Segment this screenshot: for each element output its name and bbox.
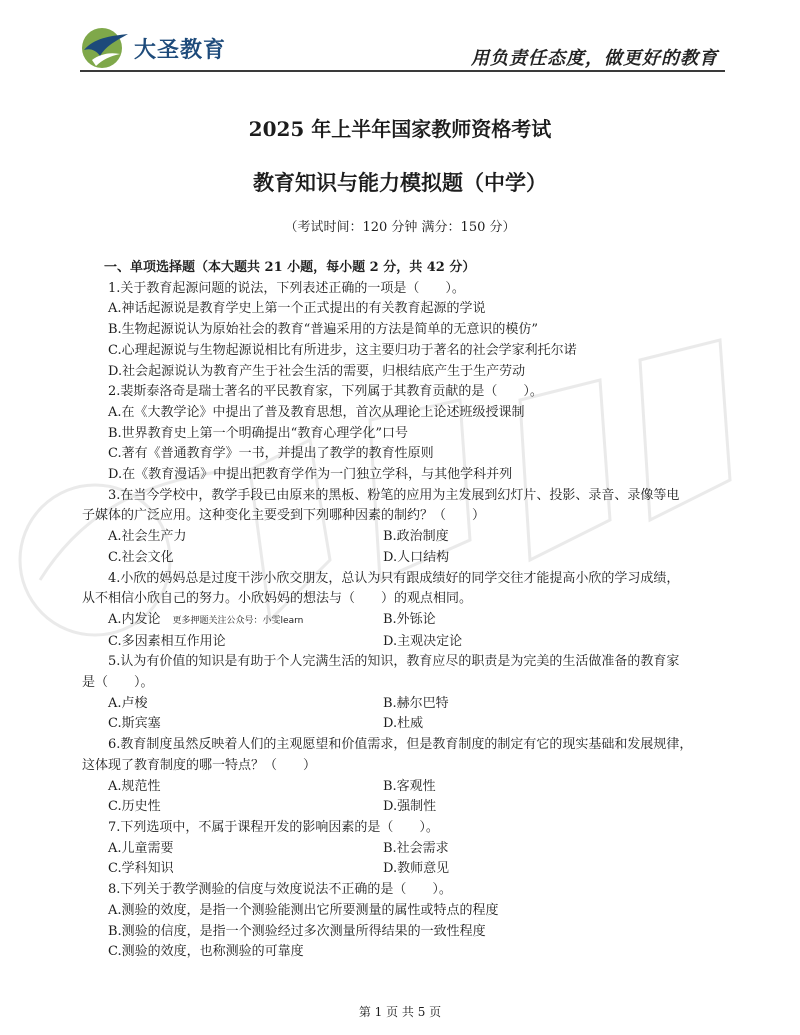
header-divider	[80, 70, 725, 72]
option: C.多因素相互作用论	[108, 633, 226, 649]
option: C.学科知识	[108, 861, 174, 877]
swallow-logo-icon	[80, 26, 130, 70]
option: A.测验的效度，是指一个测验能测出它所要测量的属性或特点的程度	[108, 902, 499, 918]
question-content	[82, 258, 722, 963]
question-stem: 7.下列选项中，不属于课程开发的影响因素的是（ ）。	[108, 819, 439, 835]
option: A.规范性	[108, 778, 161, 794]
option-row	[82, 694, 722, 715]
option: A.社会生产力	[108, 529, 187, 545]
option: B.社会需求	[383, 840, 449, 856]
option: C.社会文化	[108, 549, 174, 565]
option: D.主观决定论	[383, 633, 463, 649]
option: A.在《大教学论》中提出了普及教育思想，首次从理论上论述班级授课制	[108, 404, 525, 420]
option: D.社会起源说认为教育产生于社会生活的需要，归根结底产生于生产劳动	[108, 363, 526, 379]
option: C.心理起源说与生物起源说相比有所进步，这主要归功于著名的社会学家利托尔诺	[108, 342, 577, 358]
option: C.斯宾塞	[108, 716, 161, 732]
option: B.测验的信度，是指一个测验经过多次测量所得结果的一致性程度	[108, 923, 486, 939]
option-with-promo	[82, 610, 383, 632]
option: D.强制性	[383, 799, 437, 815]
question-stem-cont: 从不相信小欣自己的努力。小欣妈妈的想法与（ ）的观点相同。	[82, 591, 473, 607]
brand-logo	[80, 26, 226, 70]
page-footer: 第 1 页 共 5 页	[358, 1005, 442, 1019]
paper-title: 教育知识与能力模拟题（中学）	[253, 170, 547, 195]
option-row	[82, 548, 722, 569]
exam-info: （考试时间：120 分钟 满分：150 分）	[284, 220, 516, 235]
question-stem: 1.关于教育起源问题的说法，下列表述正确的一项是（ ）。	[108, 280, 465, 296]
promo-note: 更多押题关注公众号：小雯learn	[172, 615, 304, 626]
option-row	[82, 797, 722, 818]
option: C.测验的效度，也称测验的可靠度	[108, 944, 304, 960]
header-slogan: 用负责任态度，做更好的教育	[471, 48, 718, 69]
option: A.内发论	[108, 611, 161, 627]
exam-title: 2025 年上半年国家教师资格考试	[248, 117, 552, 141]
option-row	[82, 839, 722, 860]
option-row	[82, 714, 722, 735]
option: B.赫尔巴特	[383, 695, 449, 711]
option: B.政治制度	[383, 529, 449, 545]
question-stem: 5.认为有价值的知识是有助于个人完满生活的知识，教育应尽的职责是为完美的生活做准备的教育家	[108, 654, 680, 670]
question-stem: 4.小欣的妈妈总是过度干涉小欣交朋友，总认为只有跟成绩好的同学交往才能提高小欣的学习成绩，	[108, 570, 680, 586]
question-stem: 8.下列关于教学测验的信度与效度说法不正确的是（ ）。	[108, 882, 452, 898]
option: A.卢梭	[108, 695, 148, 711]
question-stem-cont: 这体现了教育制度的哪一特点？（ ）	[82, 757, 317, 773]
option: B.世界教育史上第一个明确提出“教育心理学化”口号	[108, 425, 408, 441]
option: C.著有《普通教育学》一书，并提出了教学的教育性原则	[108, 446, 434, 462]
option-row	[82, 527, 722, 548]
option-row	[82, 859, 722, 880]
option: D.杜威	[383, 716, 424, 732]
option: B.外铄论	[383, 611, 436, 627]
option: B.客观性	[383, 778, 436, 794]
option: D.在《教育漫话》中提出把教育学作为一门独立学科，与其他学科并列	[108, 467, 513, 483]
question-stem: 2.裴斯泰洛奇是瑞士著名的平民教育家，下列属于其教育贡献的是（ ）。	[108, 384, 543, 400]
option: A.神话起源说是教育学史上第一个正式提出的有关教育起源的学说	[108, 301, 486, 317]
section-title: 一、单项选择题（本大题共 21 小题，每小题 2 分，共 42 分）	[104, 260, 476, 275]
option-row	[82, 632, 722, 653]
question-stem-cont: 子媒体的广泛应用。这种变化主要受到下列哪种因素的制约？（ ）	[82, 508, 486, 524]
question-stem: 6.教育制度虽然反映着人们的主观愿望和价值需求，但是教育制度的制定有它的现实基础和发展规律，	[108, 737, 693, 753]
page-header	[0, 0, 800, 80]
question-stem-cont: 是（ ）。	[82, 675, 154, 691]
question-stem: 3.在当今学校中，教学手段已由原来的黑板、粉笔的应用为主发展到幻灯片、投影、录音、录像等电	[108, 487, 680, 503]
option: D.教师意见	[383, 861, 450, 877]
option: D.人口结构	[383, 549, 450, 565]
logo-text: 大圣教育	[134, 37, 227, 63]
option: B.生物起源说认为原始社会的教育“普遍采用的方法是简单的无意识的模仿”	[108, 322, 538, 338]
option-row	[82, 610, 722, 632]
option: A.儿童需要	[108, 840, 174, 856]
option: C.历史性	[108, 799, 161, 815]
option-row	[82, 777, 722, 798]
